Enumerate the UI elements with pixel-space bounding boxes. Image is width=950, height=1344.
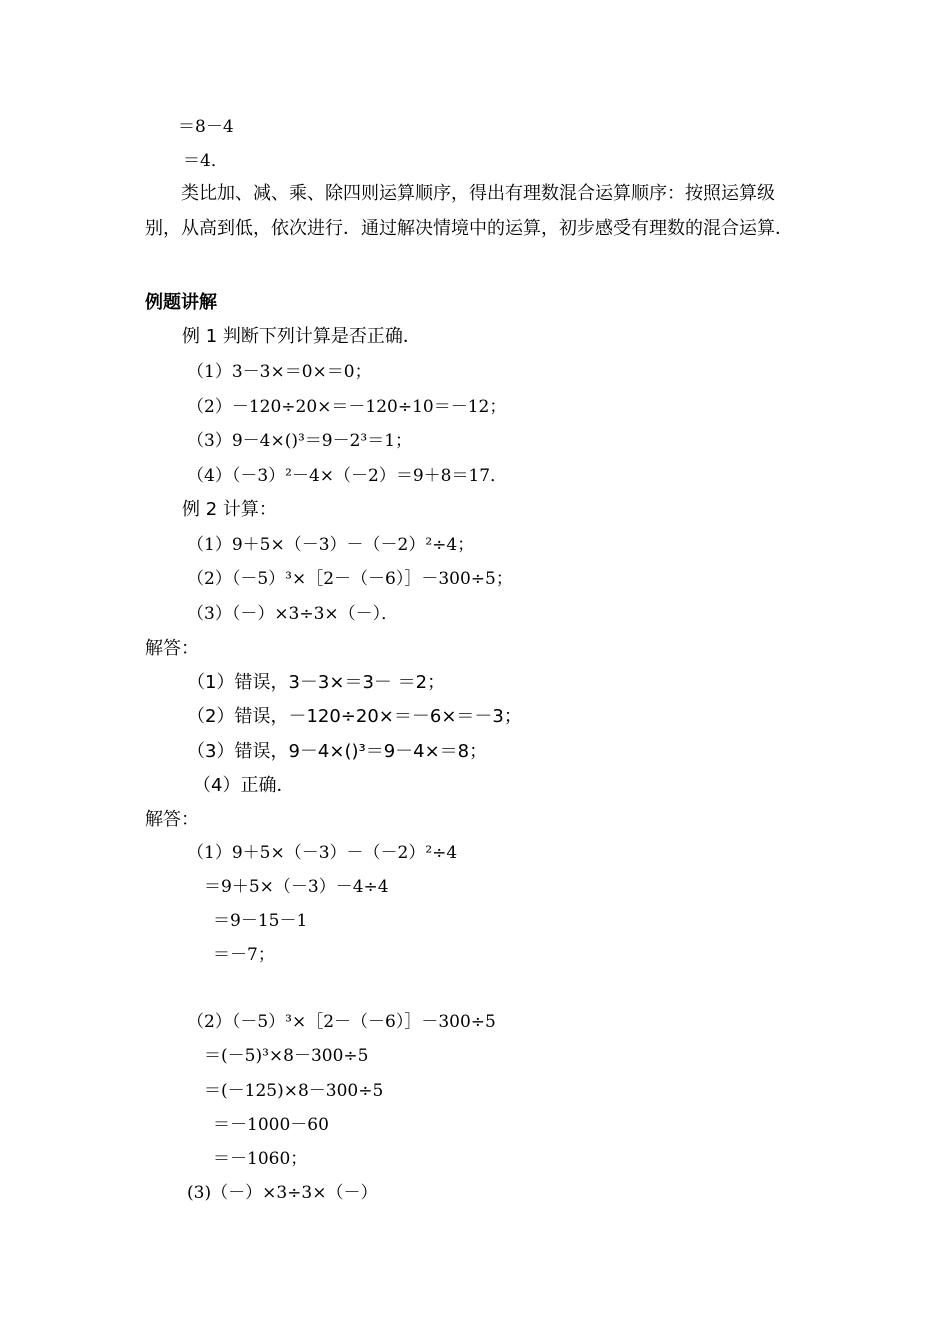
answer-1-item: （1）错误，3－3×＝3－ ＝2；	[187, 672, 446, 693]
example-1-item: （3）9－4×()³＝9－2³＝1；	[187, 431, 413, 451]
example-1-item: （1）3－3×＝0×＝0；	[187, 362, 372, 382]
solution-2-step: ＝－1060；	[213, 1149, 308, 1169]
intro-step-1: ＝8－4	[178, 117, 234, 137]
answer-1-item: （4）正确．	[193, 775, 295, 796]
example-2-item: （2）（－5）³×［2－（－6）］－300÷5；	[187, 569, 513, 589]
intro-step-2: ＝4．	[183, 151, 228, 171]
solution-2-step: ＝－1000－60	[213, 1115, 329, 1135]
intro-paragraph: 类比加、减、乘、除四则运算顺序，得出有理数混合运算顺序：按照运算级别，从高到低，依次进行．通过解决情境中的运算，初步感受有理数的混合运算．	[145, 183, 793, 239]
solution-1-step: ＝9＋5×（－3）－4÷4	[204, 877, 389, 897]
example-1-title: 例 1 判断下列计算是否正确．	[182, 326, 421, 347]
answer-2-label: 解答：	[145, 809, 199, 830]
solution-2-step: （2）（－5）³×［2－（－6）］－300÷5	[187, 1012, 496, 1032]
answer-1-item: （3）错误，9－4×()³＝9－4×＝8；	[187, 741, 488, 762]
example-2-title: 例 2 计算：	[182, 499, 277, 520]
solution-3-step: (3)（－）×3÷3×（－）	[187, 1183, 378, 1203]
answer-1-item: （2）错误，－120÷20×＝－6×＝－3；	[187, 706, 522, 727]
solution-2-step: ＝(－125)×8－300÷5	[204, 1081, 384, 1101]
example-2-item: （1）9＋5×（－3）－（－2）²÷4；	[187, 535, 475, 555]
solution-1-step: （1）9＋5×（－3）－（－2）²÷4	[187, 843, 458, 863]
solution-1-step: ＝9－15－1	[213, 911, 308, 931]
example-1-item: （2）－120÷20×＝－120÷10＝－12；	[187, 397, 507, 417]
answer-1-label: 解答：	[145, 638, 199, 659]
solution-2-step: ＝(－5)³×8－300÷5	[204, 1046, 369, 1066]
section-title: 例题讲解	[145, 292, 217, 313]
example-2-item: （3）（－）×3÷3×（－）．	[187, 604, 399, 624]
example-1-item: （4）（－3）²－4×（－2）＝9＋8＝17．	[187, 466, 508, 486]
solution-1-step: ＝－7；	[213, 945, 275, 965]
